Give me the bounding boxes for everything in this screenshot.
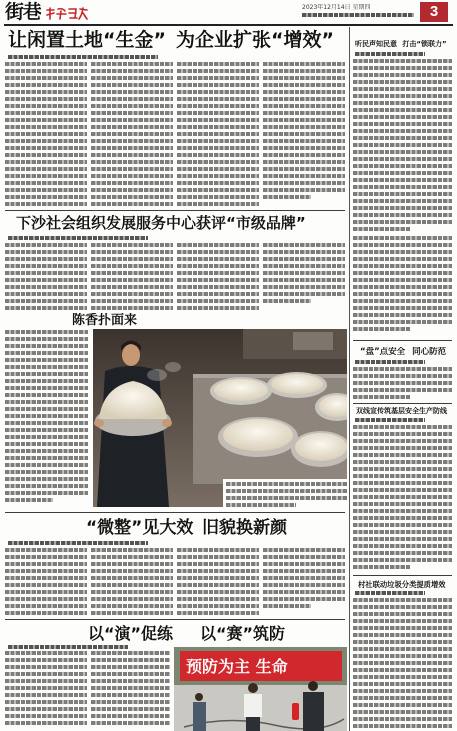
sidebar-separator — [353, 403, 452, 404]
sidebar-story1-headline: 听民声知民意 打击“锁联力” — [355, 40, 447, 48]
main-story-byline — [8, 55, 158, 59]
issue-date: 2023年12月14日 星期四 — [302, 4, 371, 11]
main-headline-part2: 为企业扩张“增效” — [176, 29, 334, 51]
drill-headline-part2: 以“赛”筑防 — [200, 624, 286, 643]
sidebar-story2-headline: “盘”点安全 同心防范 — [360, 347, 447, 357]
page-number-badge: 3 — [420, 2, 448, 22]
column-divider — [349, 27, 350, 731]
fire-extinguisher — [292, 703, 299, 720]
masthead-logo-icon — [45, 7, 89, 20]
main-story-body-text — [177, 62, 259, 206]
food-basin — [210, 377, 272, 405]
main-story-body-text — [91, 62, 173, 206]
main-headline-part1: 让闲置土地“生金” — [8, 29, 166, 51]
sidebar-story1-byline — [355, 52, 425, 56]
section-title: 街巷 — [5, 1, 42, 23]
photo-feature-headline: 陈香扑面来 — [72, 313, 138, 328]
xiasha-story-body-text — [91, 243, 173, 310]
main-story-body-text — [5, 62, 87, 206]
xiasha-story-body-text — [263, 243, 345, 303]
drill-story-body-text — [91, 651, 170, 725]
sidebar-story4-headline: 村社联动垃圾分类提质增效 — [358, 580, 446, 589]
xiasha-story-body-text — [177, 243, 259, 310]
editor-credit-line — [302, 13, 414, 17]
red-banner — [180, 651, 342, 681]
xiasha-headline: 下沙社会组织发展服务中心获评“市级品牌” — [16, 214, 306, 232]
banner-text: 预防为主 生命 — [186, 657, 288, 676]
sidebar-story1-body-text — [353, 236, 452, 331]
sidebar-separator — [353, 340, 452, 341]
story-separator — [5, 210, 345, 211]
story-separator — [5, 512, 345, 513]
weizheng-story-body-text — [5, 548, 87, 615]
drill-story-byline — [8, 645, 128, 649]
food-basin — [218, 417, 298, 457]
drill-headline-part1: 以“演”促练 — [88, 624, 174, 643]
masthead-rule — [4, 24, 453, 26]
sidebar-story1-body-text — [353, 59, 452, 231]
weizheng-headline-part2: 旧貌换新颜 — [202, 518, 287, 538]
sidebar-story2-body-text — [353, 367, 452, 399]
sidebar-separator — [353, 575, 452, 576]
weizheng-story-body-text — [263, 548, 345, 608]
sidebar-story3-body-text — [353, 425, 452, 569]
sidebar-story2-byline — [355, 360, 425, 364]
drill-story-body-text — [5, 651, 87, 725]
food-basin — [267, 372, 327, 398]
weizheng-story-byline — [8, 541, 148, 545]
weizheng-story-body-text — [91, 548, 173, 615]
weizheng-story-body-text — [177, 548, 259, 615]
photo-fire-drill — [174, 647, 347, 731]
main-story-body-text — [263, 62, 345, 199]
xiasha-story-body-text — [5, 243, 87, 310]
sidebar-story3-byline — [355, 418, 425, 422]
sidebar-story3-headline: 双线宣传筑基层安全生产防线 — [356, 407, 447, 415]
photo-feature-side-text — [5, 330, 88, 502]
weizheng-headline-part1: “微整”见大效 — [86, 518, 194, 538]
xiasha-story-byline — [8, 236, 148, 240]
story-separator — [5, 619, 345, 620]
sidebar-story4-body-text — [353, 598, 452, 728]
sidebar-story4-byline — [355, 591, 425, 595]
photo-caption-text — [226, 482, 347, 507]
photo-kitchen — [93, 329, 347, 507]
